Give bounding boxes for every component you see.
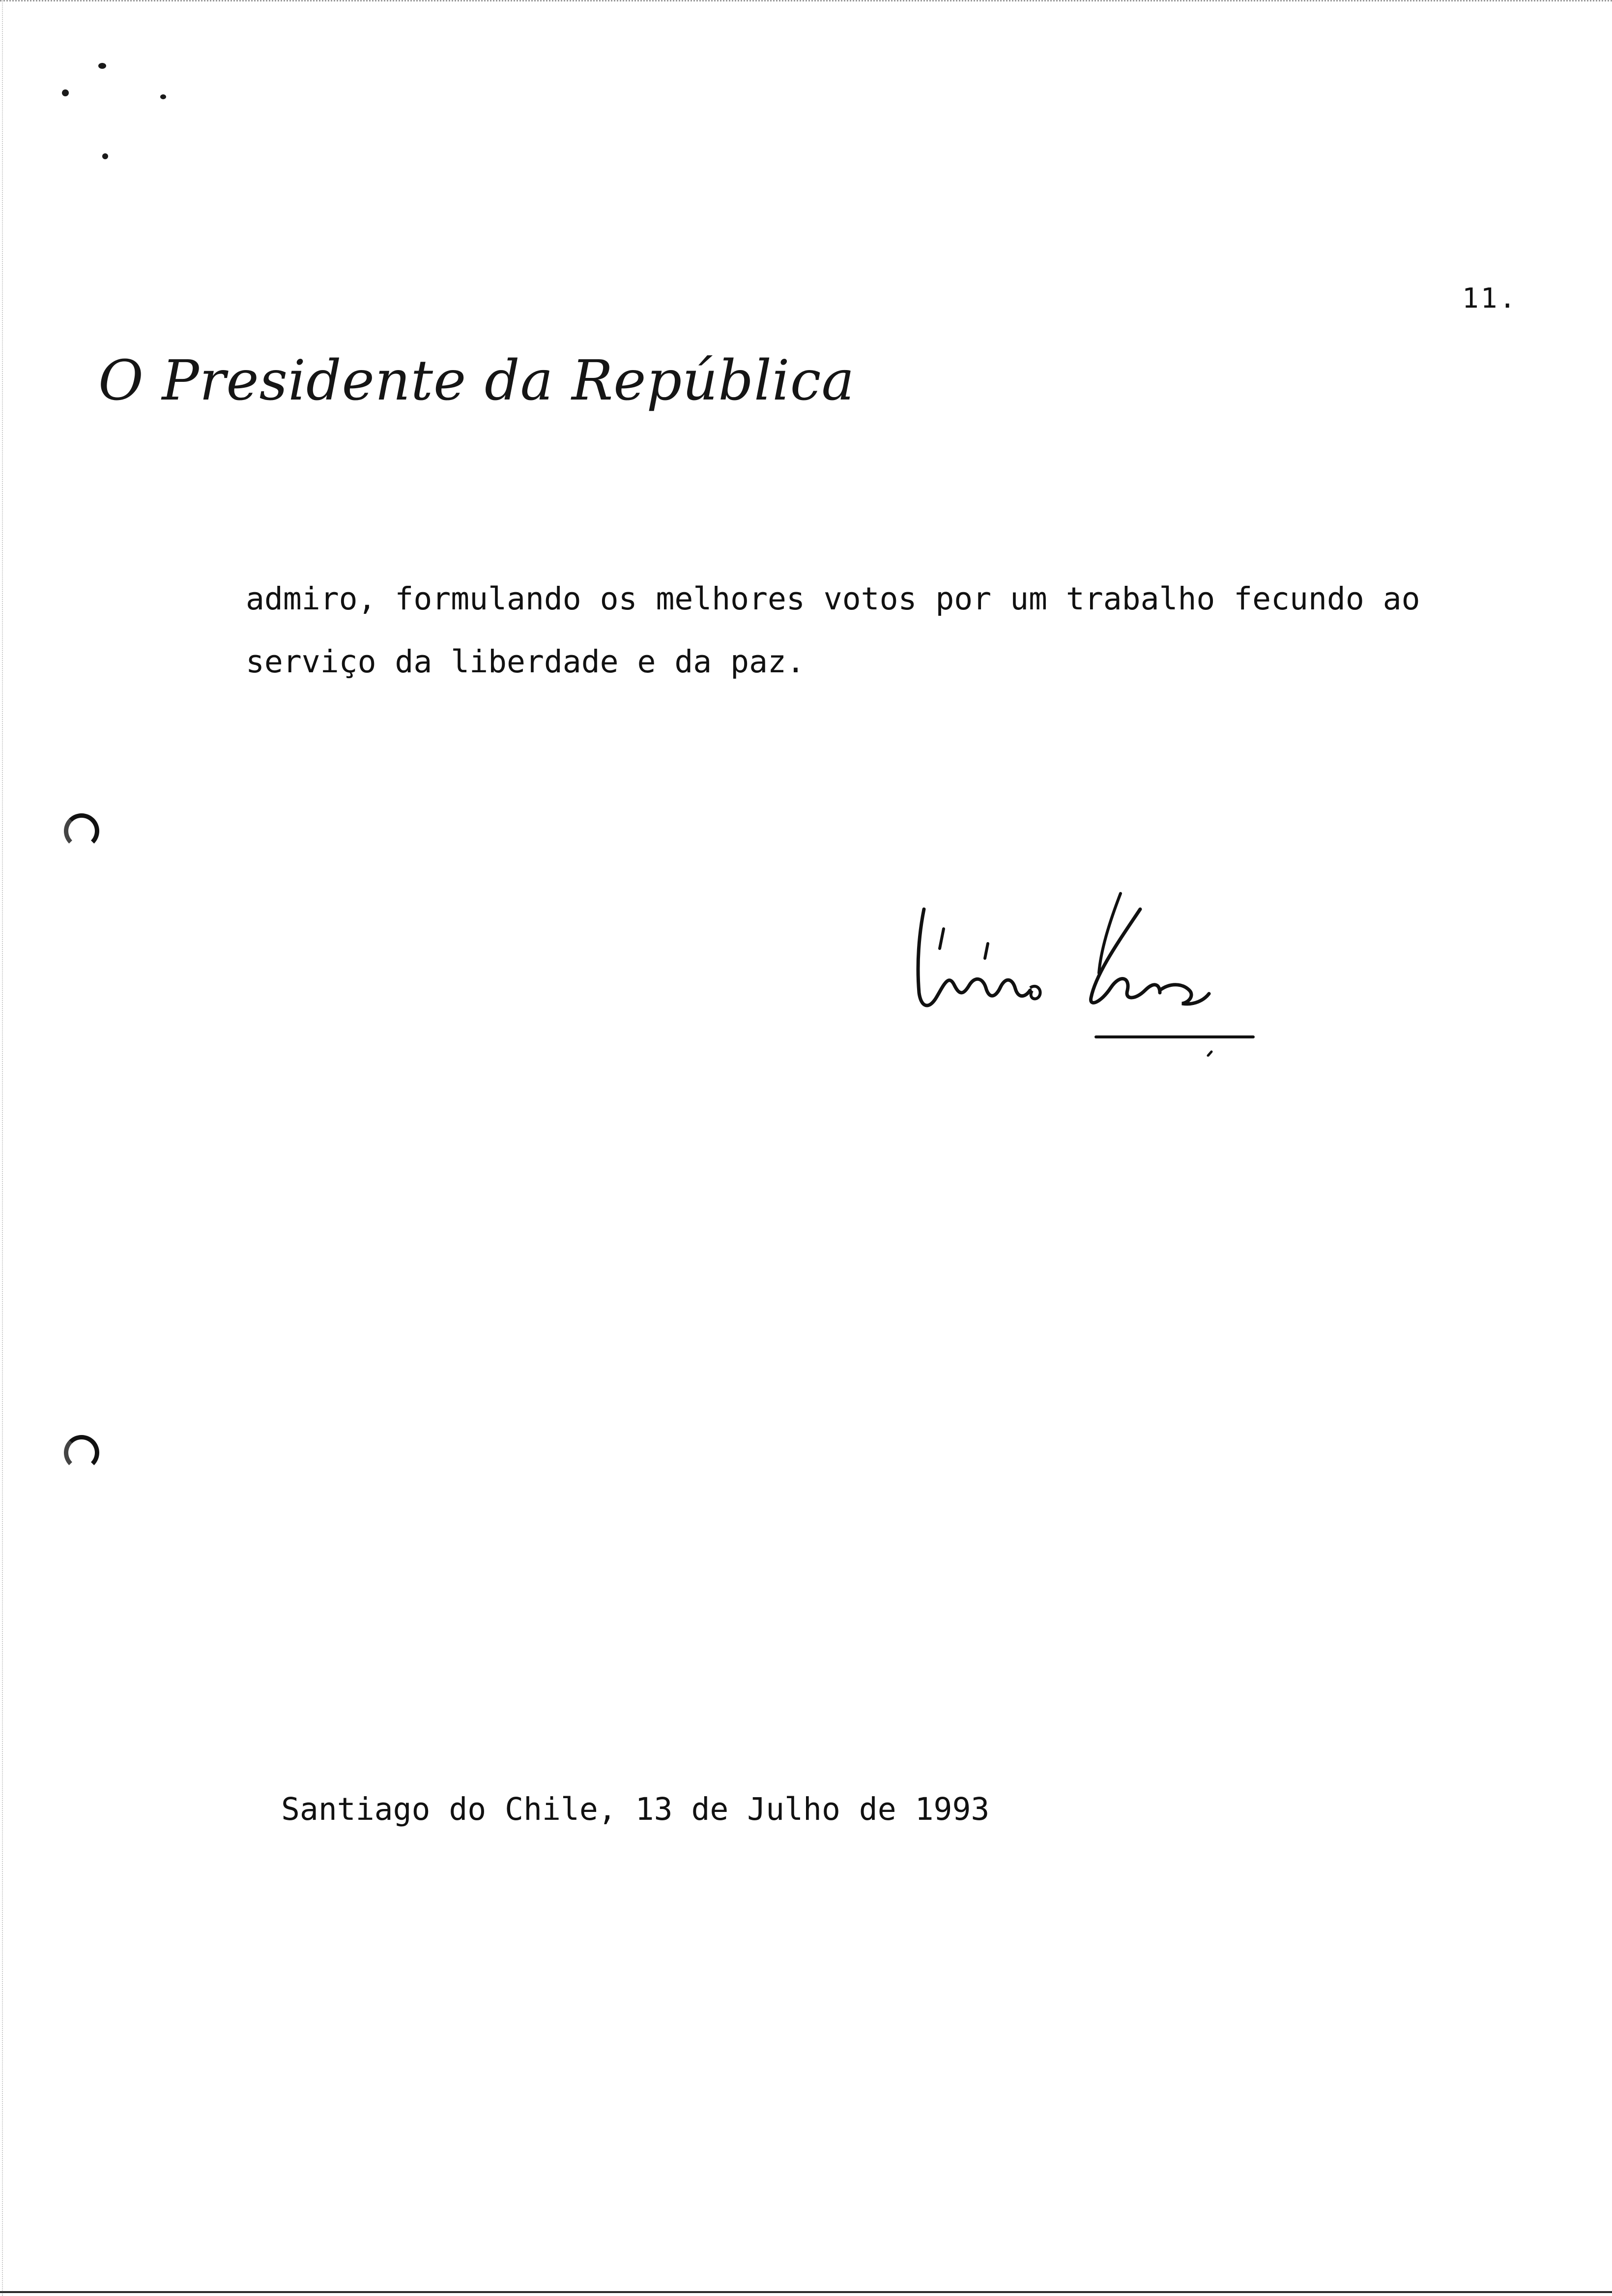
scan-speck — [62, 89, 69, 96]
scan-speck — [98, 63, 106, 69]
letter-body — [246, 568, 1533, 693]
handwritten-signature — [914, 890, 1268, 1057]
letterhead-title: O Presidente da República — [98, 349, 855, 413]
punch-hole — [64, 813, 99, 849]
page-number: 11. — [1462, 283, 1518, 315]
punch-hole — [64, 1435, 99, 1470]
page-top-edge — [0, 0, 1612, 4]
place-and-date: Santiago do Chile, 13 de Julho de 1993 — [281, 1791, 990, 1827]
body-line: serviço da liberdade e da paz. — [246, 644, 805, 680]
scan-speck — [102, 153, 108, 159]
body-line: admiro, formulando os melhores votos por um trabalho fecundo ao — [246, 581, 1420, 617]
page-left-edge — [2, 0, 5, 2296]
page-bottom-edge — [0, 2291, 1612, 2293]
scan-speck — [160, 94, 166, 99]
